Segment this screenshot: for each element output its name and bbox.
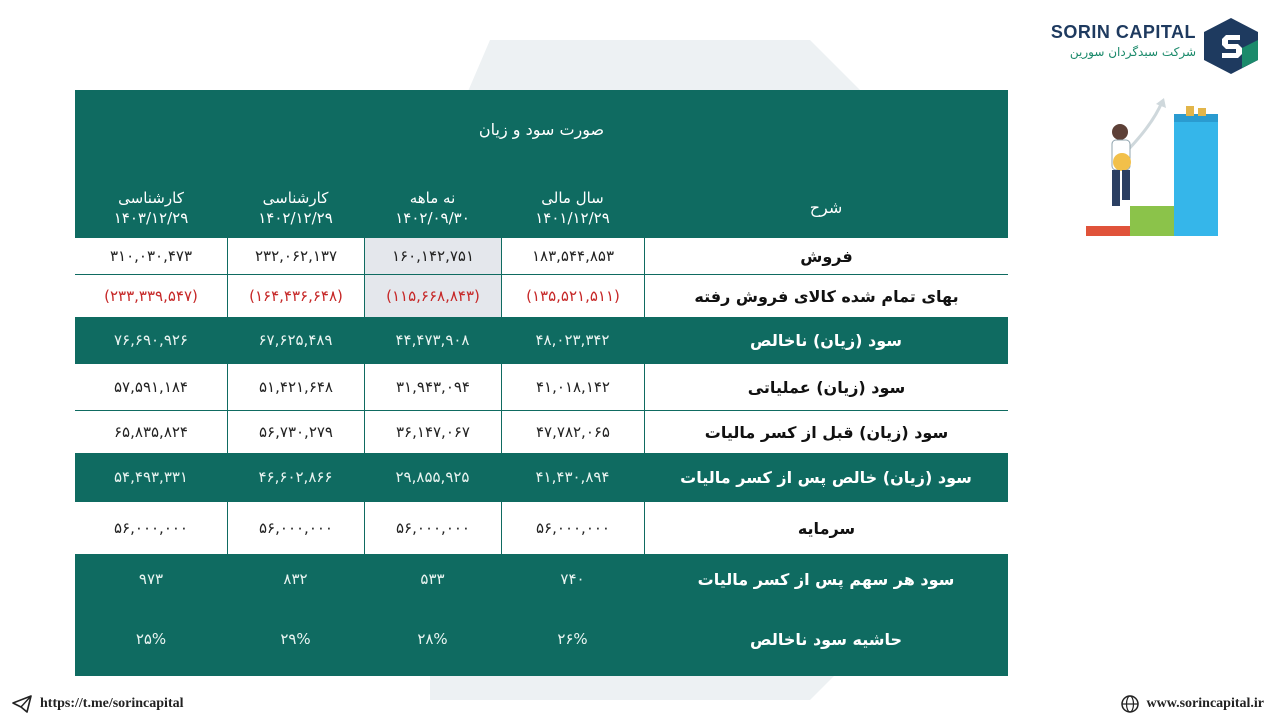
table-row-operating-profit [75,364,1008,411]
globe-icon [1121,695,1139,713]
row-value: ۹۷۳ [138,570,164,588]
row-label: سرمایه [644,502,1008,554]
column-header-4: کارشناسی ۱۴۰۳/۱۲/۲۹ [113,189,189,227]
table-row-sales [75,238,1008,275]
column-header-3: کارشناسی ۱۴۰۲/۱۲/۲۹ [258,189,333,227]
row-label: سود (زیان) خالص پس از کسر مالیات [680,467,972,487]
row-value: ۱۶۰,۱۴۲,۷۵۱ [364,238,501,274]
table-row-capital [75,502,1008,554]
row-value: ۴۷,۷۸۲,۰۶۵ [501,411,644,453]
row-label: سود هر سهم پس از کسر مالیات [697,569,955,589]
growth-illustration [1082,96,1224,238]
row-value: (۲۳۳,۳۳۹,۵۴۷) [104,287,198,305]
row-value: ۵۶,۰۰۰,۰۰۰ [114,519,188,537]
brand-name: SORIN CAPITAL [1050,22,1196,42]
sorin-logo-icon [1204,18,1258,74]
row-value: ۶۵,۸۳۵,۸۲۴ [114,423,188,441]
row-value: ۵۱,۴۲۱,۶۴۸ [227,364,364,410]
telegram-url[interactable]: https://t.me/sorincapital [40,696,184,711]
row-value: ۶۷,۶۲۵,۴۸۹ [258,331,333,349]
row-label: حاشیه سود ناخالص [750,629,903,649]
row-label: سود (زیان) قبل از کسر مالیات [644,411,1008,453]
row-value: ۴۱,۰۱۸,۱۴۲ [501,364,644,410]
row-value: ۲۵% [135,630,167,648]
row-label: فروش [644,238,1008,274]
row-value: (۱۱۵,۶۶۸,۸۴۳) [364,275,501,317]
row-value: ۲۶% [557,630,588,648]
table-row-profit-before-tax [75,411,1008,453]
row-value: ۵۶,۰۰۰,۰۰۰ [227,502,364,554]
table-row-gross-margin [75,614,1008,664]
table-row-gross-profit [75,317,1008,363]
row-value: ۷۶,۶۹۰,۹۲۶ [114,331,188,349]
row-value: ۲۹,۸۵۵,۹۲۵ [395,468,470,486]
table-row-eps [75,554,1008,604]
table-title: صورت سود و زیان [478,120,605,139]
row-value: ۳۶,۱۴۷,۰۶۷ [364,411,501,453]
row-value: ۳۱۰,۰۳۰,۴۷۳ [109,247,193,265]
column-header-1: سال مالی ۱۴۰۱/۱۲/۲۹ [535,189,610,227]
row-value: ۸۳۲ [283,570,308,588]
column-header-2: نه ماهه ۱۴۰۲/۰۹/۳۰ [395,189,470,227]
description-header: شرح [809,198,843,217]
website-url[interactable]: www.sorincapital.ir [1146,696,1264,711]
telegram-link[interactable] [12,694,184,714]
row-value: ۴۸,۰۲۳,۳۴۲ [535,331,610,349]
row-value: ۴۶,۶۰۲,۸۶۶ [258,468,333,486]
table-row-net-profit [75,453,1008,501]
table-row-cogs [75,275,1008,317]
row-value: ۲۳۲,۰۶۲,۱۳۷ [227,238,364,274]
row-value: ۷۴۰ [560,570,585,588]
paper-plane-icon [12,695,32,713]
row-value: (۱۶۴,۴۳۶,۶۴۸) [227,275,364,317]
row-value: ۵۷,۵۹۱,۱۸۴ [114,378,188,396]
row-value: ۵۴,۴۹۳,۳۳۱ [114,468,188,486]
row-value: ۵۶,۰۰۰,۰۰۰ [501,502,644,554]
row-value: ۵۶,۰۰۰,۰۰۰ [364,502,501,554]
row-value: (۱۳۵,۵۲۱,۵۱۱) [501,275,644,317]
website-link[interactable] [1121,694,1264,714]
row-value: ۴۱,۴۳۰,۸۹۴ [535,468,610,486]
row-value: ۵۶,۷۳۰,۲۷۹ [227,411,364,453]
row-value: ۲۸% [417,630,448,648]
brand-subtitle: شرکت سبدگردان سورین [1069,45,1196,59]
income-statement-table [75,90,1008,676]
row-value: ۵۳۳ [420,570,445,588]
row-value: ۲۹% [280,630,311,648]
brand-logo [1050,18,1258,74]
row-label: سود (زیان) عملیاتی [644,364,1008,410]
row-value: ۳۱,۹۴۳,۰۹۴ [364,364,501,410]
row-label: بهای تمام شده کالای فروش رفته [644,275,1008,317]
row-label: سود (زیان) ناخالص [750,330,903,350]
row-value: ۱۸۳,۵۴۴,۸۵۳ [501,238,644,274]
row-value: ۴۴,۴۷۳,۹۰۸ [395,331,470,349]
